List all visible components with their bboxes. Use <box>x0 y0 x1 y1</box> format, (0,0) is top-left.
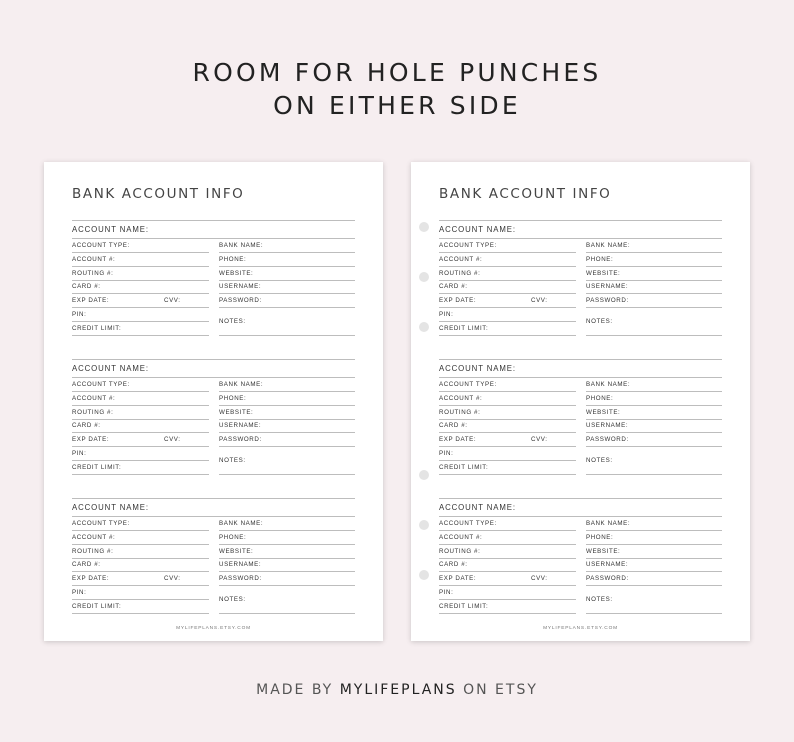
field-line <box>72 613 209 614</box>
footer-brand: MYLIFEPLANS <box>339 682 457 698</box>
field-line <box>586 446 722 447</box>
notes-line <box>586 335 722 336</box>
account-block-top-line <box>72 498 355 499</box>
field-label: PHONE: <box>219 255 247 263</box>
field-label: PIN: <box>72 450 87 457</box>
field-line <box>586 530 722 531</box>
field-line <box>72 571 209 572</box>
field-label: CARD #: <box>439 283 468 291</box>
field-label: PHONE: <box>586 533 614 541</box>
field-line <box>72 446 209 447</box>
field-line <box>219 391 355 392</box>
field-line <box>219 419 355 420</box>
field-label: USERNAME: <box>219 283 262 291</box>
field-line <box>72 530 209 531</box>
field-line <box>439 544 576 545</box>
field-line <box>586 252 722 253</box>
field-line <box>219 585 355 586</box>
hole-punch-mark <box>419 322 429 332</box>
account-block-top-line <box>72 220 355 221</box>
field-line <box>586 571 722 572</box>
field-label: ACCOUNT #: <box>72 255 116 263</box>
notes-label: NOTES: <box>586 318 613 325</box>
field-label: PASSWORD: <box>586 575 629 583</box>
field-label: CARD #: <box>72 283 101 291</box>
field-label: USERNAME: <box>219 422 262 430</box>
field-line <box>219 280 355 281</box>
field-label: WEBSITE: <box>219 269 254 277</box>
account-name-line <box>72 516 355 517</box>
account-block-top-line <box>439 220 722 221</box>
field-line <box>219 558 355 559</box>
field-line <box>439 293 576 294</box>
notes-line <box>586 613 722 614</box>
field-label: ROUTING #: <box>439 408 481 416</box>
field-line <box>72 293 209 294</box>
field-line <box>72 558 209 559</box>
field-line <box>586 266 722 267</box>
field-label: ROUTING #: <box>439 547 481 555</box>
notes-label: NOTES: <box>586 596 613 603</box>
field-line <box>439 391 576 392</box>
footer-credit <box>0 682 794 698</box>
cvv-label: CVV: <box>531 297 548 305</box>
field-line <box>439 419 576 420</box>
field-label: ACCOUNT #: <box>439 533 483 541</box>
field-label: USERNAME: <box>219 561 262 569</box>
field-line <box>219 293 355 294</box>
field-label: CARD #: <box>72 422 101 430</box>
field-label: EXP DATE: <box>439 436 477 444</box>
sheet-website: MYLIFEPLANS.ETSY.COM <box>176 626 251 631</box>
field-line <box>72 544 209 545</box>
field-label: PIN: <box>439 311 454 318</box>
footer-suffix: ON ETSY <box>456 682 538 698</box>
account-name-line <box>72 377 355 378</box>
hole-punch-mark <box>419 222 429 232</box>
field-label: ROUTING #: <box>439 269 481 277</box>
field-label: BANK NAME: <box>586 381 631 388</box>
field-line <box>439 252 576 253</box>
field-line <box>586 585 722 586</box>
field-label: ACCOUNT TYPE: <box>72 381 130 388</box>
account-block-top-line <box>439 498 722 499</box>
field-line <box>586 419 722 420</box>
field-label: PHONE: <box>219 533 247 541</box>
field-label: ACCOUNT TYPE: <box>72 242 130 249</box>
sheet-title: BANK ACCOUNT INFO <box>72 186 245 202</box>
field-label: CREDIT LIMIT: <box>72 463 122 471</box>
field-label: PASSWORD: <box>586 436 629 444</box>
field-line <box>72 419 209 420</box>
field-label: EXP DATE: <box>72 575 110 583</box>
field-label: BANK NAME: <box>219 242 264 249</box>
field-label: WEBSITE: <box>586 269 621 277</box>
field-label: ACCOUNT TYPE: <box>72 520 130 527</box>
field-label: EXP DATE: <box>439 297 477 305</box>
notes-label: NOTES: <box>219 318 246 325</box>
field-label: ACCOUNT TYPE: <box>439 381 497 388</box>
field-label: USERNAME: <box>586 561 629 569</box>
account-name-line <box>439 377 722 378</box>
hole-punch-mark <box>419 272 429 282</box>
field-label: PASSWORD: <box>586 297 629 305</box>
field-label: CARD #: <box>439 422 468 430</box>
field-label: EXP DATE: <box>439 575 477 583</box>
field-line <box>72 391 209 392</box>
field-line <box>439 266 576 267</box>
hole-punch-mark <box>419 470 429 480</box>
account-name-label: ACCOUNT NAME: <box>439 503 516 512</box>
field-label: BANK NAME: <box>219 381 264 388</box>
field-line <box>219 432 355 433</box>
field-label: WEBSITE: <box>219 547 254 555</box>
field-label: ACCOUNT #: <box>72 394 116 402</box>
sheet-title: BANK ACCOUNT INFO <box>439 186 612 202</box>
field-label: PIN: <box>439 450 454 457</box>
field-line <box>72 307 209 308</box>
notes-line <box>219 613 355 614</box>
field-line <box>439 405 576 406</box>
account-name-label: ACCOUNT NAME: <box>439 364 516 373</box>
field-label: WEBSITE: <box>586 547 621 555</box>
notes-line <box>219 335 355 336</box>
field-label: EXP DATE: <box>72 297 110 305</box>
field-label: CREDIT LIMIT: <box>72 324 122 332</box>
field-label: PIN: <box>72 589 87 596</box>
notes-line <box>586 474 722 475</box>
field-line <box>586 391 722 392</box>
notes-label: NOTES: <box>219 596 246 603</box>
cvv-label: CVV: <box>164 297 181 305</box>
notes-label: NOTES: <box>586 457 613 464</box>
account-name-label: ACCOUNT NAME: <box>72 364 149 373</box>
account-name-label: ACCOUNT NAME: <box>72 225 149 234</box>
field-line <box>219 446 355 447</box>
field-line <box>72 266 209 267</box>
field-label: PHONE: <box>586 255 614 263</box>
account-name-line <box>72 238 355 239</box>
field-line <box>439 599 576 600</box>
field-line <box>439 530 576 531</box>
field-line <box>72 599 209 600</box>
field-line <box>586 558 722 559</box>
field-label: ACCOUNT #: <box>439 255 483 263</box>
field-label: USERNAME: <box>586 422 629 430</box>
field-line <box>72 474 209 475</box>
account-block-top-line <box>439 359 722 360</box>
field-line <box>586 432 722 433</box>
field-line <box>72 432 209 433</box>
account-name-label: ACCOUNT NAME: <box>72 503 149 512</box>
cvv-label: CVV: <box>531 575 548 583</box>
field-label: ACCOUNT TYPE: <box>439 242 497 249</box>
field-label: USERNAME: <box>586 283 629 291</box>
field-label: ROUTING #: <box>72 408 114 416</box>
field-line <box>72 585 209 586</box>
field-line <box>586 280 722 281</box>
field-label: CREDIT LIMIT: <box>439 463 489 471</box>
field-label: ROUTING #: <box>72 547 114 555</box>
field-line <box>439 307 576 308</box>
field-label: PASSWORD: <box>219 297 262 305</box>
field-line <box>72 280 209 281</box>
field-label: WEBSITE: <box>586 408 621 416</box>
notes-line <box>219 474 355 475</box>
field-label: PHONE: <box>586 394 614 402</box>
field-line <box>439 585 576 586</box>
field-line <box>219 571 355 572</box>
field-label: PASSWORD: <box>219 575 262 583</box>
account-name-line <box>439 238 722 239</box>
cvv-label: CVV: <box>531 436 548 444</box>
headline-line-2: ON EITHER SIDE <box>273 91 521 120</box>
field-label: ACCOUNT #: <box>439 394 483 402</box>
headline-line-1: ROOM FOR HOLE PUNCHES <box>192 58 602 87</box>
field-label: CARD #: <box>72 561 101 569</box>
field-line <box>72 335 209 336</box>
field-label: BANK NAME: <box>586 520 631 527</box>
field-label: ACCOUNT TYPE: <box>439 520 497 527</box>
field-label: PIN: <box>439 589 454 596</box>
field-label: EXP DATE: <box>72 436 110 444</box>
account-name-line <box>439 516 722 517</box>
planner-sheet-left <box>44 162 383 641</box>
planner-sheet-right <box>411 162 750 641</box>
field-line <box>72 252 209 253</box>
field-label: CREDIT LIMIT: <box>72 602 122 610</box>
field-line <box>439 280 576 281</box>
cvv-label: CVV: <box>164 575 181 583</box>
field-line <box>439 613 576 614</box>
field-line <box>72 321 209 322</box>
field-line <box>586 293 722 294</box>
field-label: WEBSITE: <box>219 408 254 416</box>
field-line <box>439 321 576 322</box>
field-label: ROUTING #: <box>72 269 114 277</box>
field-line <box>219 530 355 531</box>
field-line <box>219 405 355 406</box>
field-line <box>72 405 209 406</box>
field-label: CREDIT LIMIT: <box>439 324 489 332</box>
field-label: CARD #: <box>439 561 468 569</box>
field-label: BANK NAME: <box>219 520 264 527</box>
field-line <box>439 432 576 433</box>
field-line <box>439 474 576 475</box>
field-line <box>586 405 722 406</box>
account-block-top-line <box>72 359 355 360</box>
field-label: ACCOUNT #: <box>72 533 116 541</box>
field-line <box>72 460 209 461</box>
field-label: CREDIT LIMIT: <box>439 602 489 610</box>
field-line <box>219 252 355 253</box>
field-line <box>586 544 722 545</box>
field-line <box>439 558 576 559</box>
field-label: PIN: <box>72 311 87 318</box>
field-label: PASSWORD: <box>219 436 262 444</box>
cvv-label: CVV: <box>164 436 181 444</box>
notes-label: NOTES: <box>219 457 246 464</box>
field-line <box>439 446 576 447</box>
footer-prefix: MADE BY <box>256 682 340 698</box>
field-line <box>439 571 576 572</box>
hole-punch-mark <box>419 570 429 580</box>
field-line <box>219 266 355 267</box>
sheet-website: MYLIFEPLANS.ETSY.COM <box>543 626 618 631</box>
field-line <box>586 307 722 308</box>
field-line <box>219 544 355 545</box>
field-line <box>439 335 576 336</box>
field-line <box>439 460 576 461</box>
field-label: PHONE: <box>219 394 247 402</box>
field-line <box>219 307 355 308</box>
field-label: BANK NAME: <box>586 242 631 249</box>
account-name-label: ACCOUNT NAME: <box>439 225 516 234</box>
hole-punch-mark <box>419 520 429 530</box>
